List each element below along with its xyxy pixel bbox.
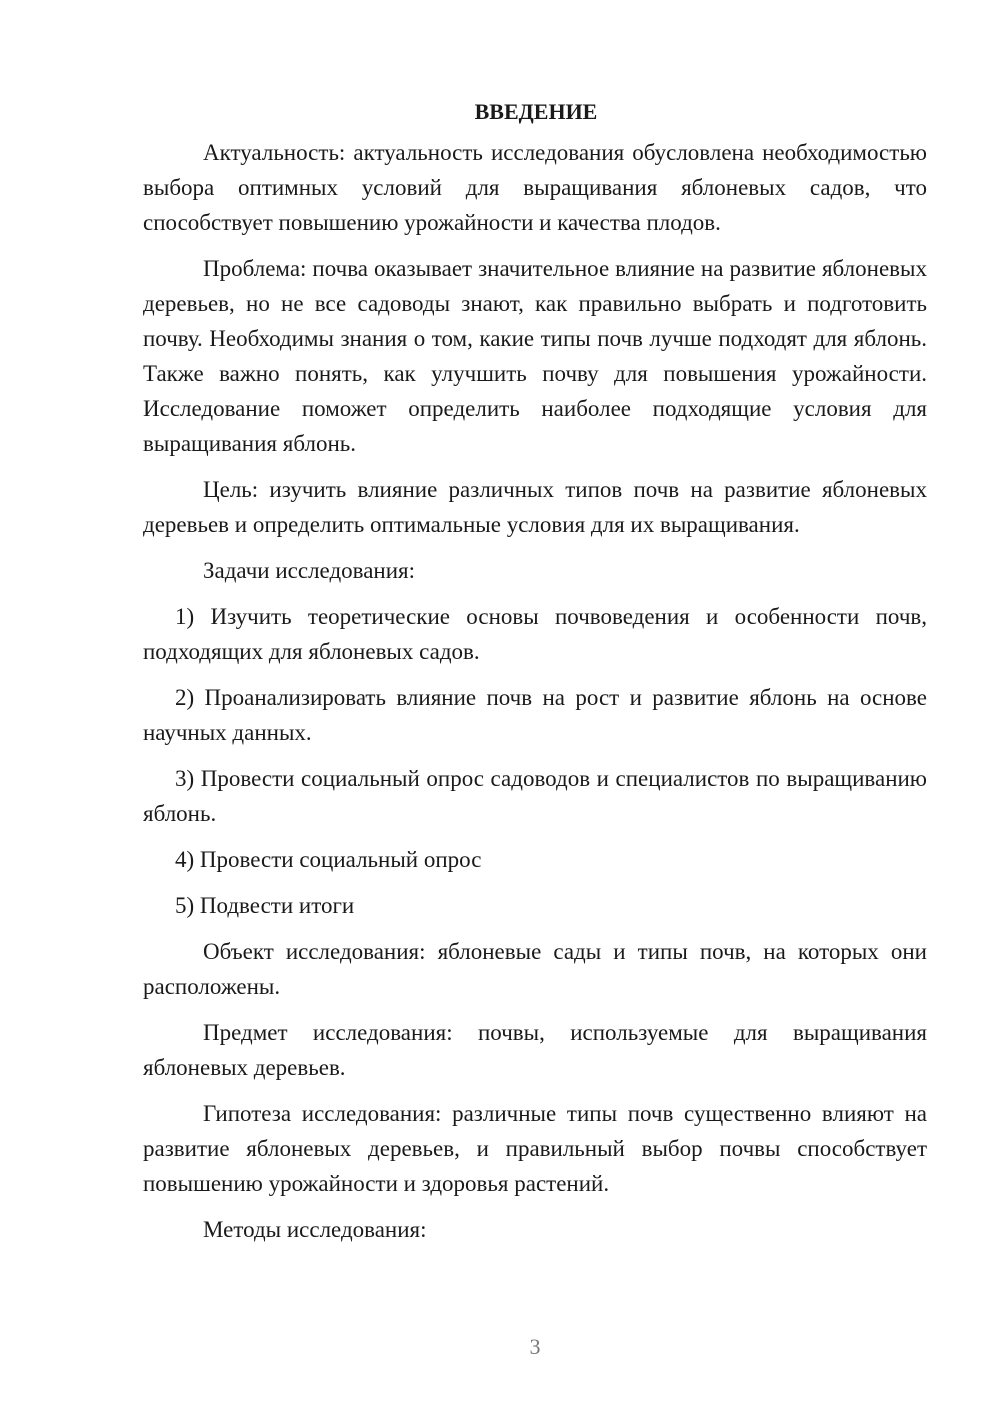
paragraph-hypothesis: Гипотеза исследования: различные типы почв существенно влияют на развитие яблоневых деревьев, и правильный выбор почвы способствует повышению урожайности и здоровья растений. [143, 1101, 927, 1196]
paragraph-subject: Предмет исследования: почвы, используемые для выращивания яблоневых деревьев. [143, 1020, 927, 1080]
section-title: ВВЕДЕНИЕ [474, 99, 598, 124]
page-number: 3 [529, 1334, 541, 1359]
paragraph-methods: Методы исследования: [203, 1217, 427, 1242]
task-item: 1) Изучить теоретические основы почвоведения и особенности почв, подходящих для яблоневых садов. [143, 604, 927, 664]
task-item: 4) Провести социальный опрос [175, 847, 482, 872]
task-item: 5) Подвести итоги [175, 893, 355, 918]
paragraph-tasks-heading: Задачи исследования: [203, 558, 416, 583]
task-item: 2) Проанализировать влияние почв на рост и развитие яблонь на основе научных данных. [143, 685, 927, 745]
paragraph-relevance: Актуальность: актуальность исследования обусловлена необходимостью выбора оптимных условий для выращивания яблоневых садов, что способствует повышению урожайности и качества плодов. [143, 140, 927, 235]
document-page [143, 94, 927, 1258]
paragraph-object: Объект исследования: яблоневые сады и типы почв, на которых они расположены. [143, 939, 927, 999]
paragraph-goal: Цель: изучить влияние различных типов почв на развитие яблоневых деревьев и определить оптимальные условия для их выращивания. [143, 477, 927, 537]
task-item: 3) Провести социальный опрос садоводов и специалистов по выращиванию яблонь. [143, 766, 927, 826]
paragraph-problem: Проблема: почва оказывает значительное влияние на развитие яблоневых деревьев, но не все садоводы знают, как правильно выбрать и подготовить почву. Необходимы знания о том, какие типы почв лучше подходят для яблонь. Также важно понять, как улучшить почву для повышения урожайности. Исследование поможет определить наиболее подходящие условия для выращивания яблонь. [143, 256, 927, 456]
